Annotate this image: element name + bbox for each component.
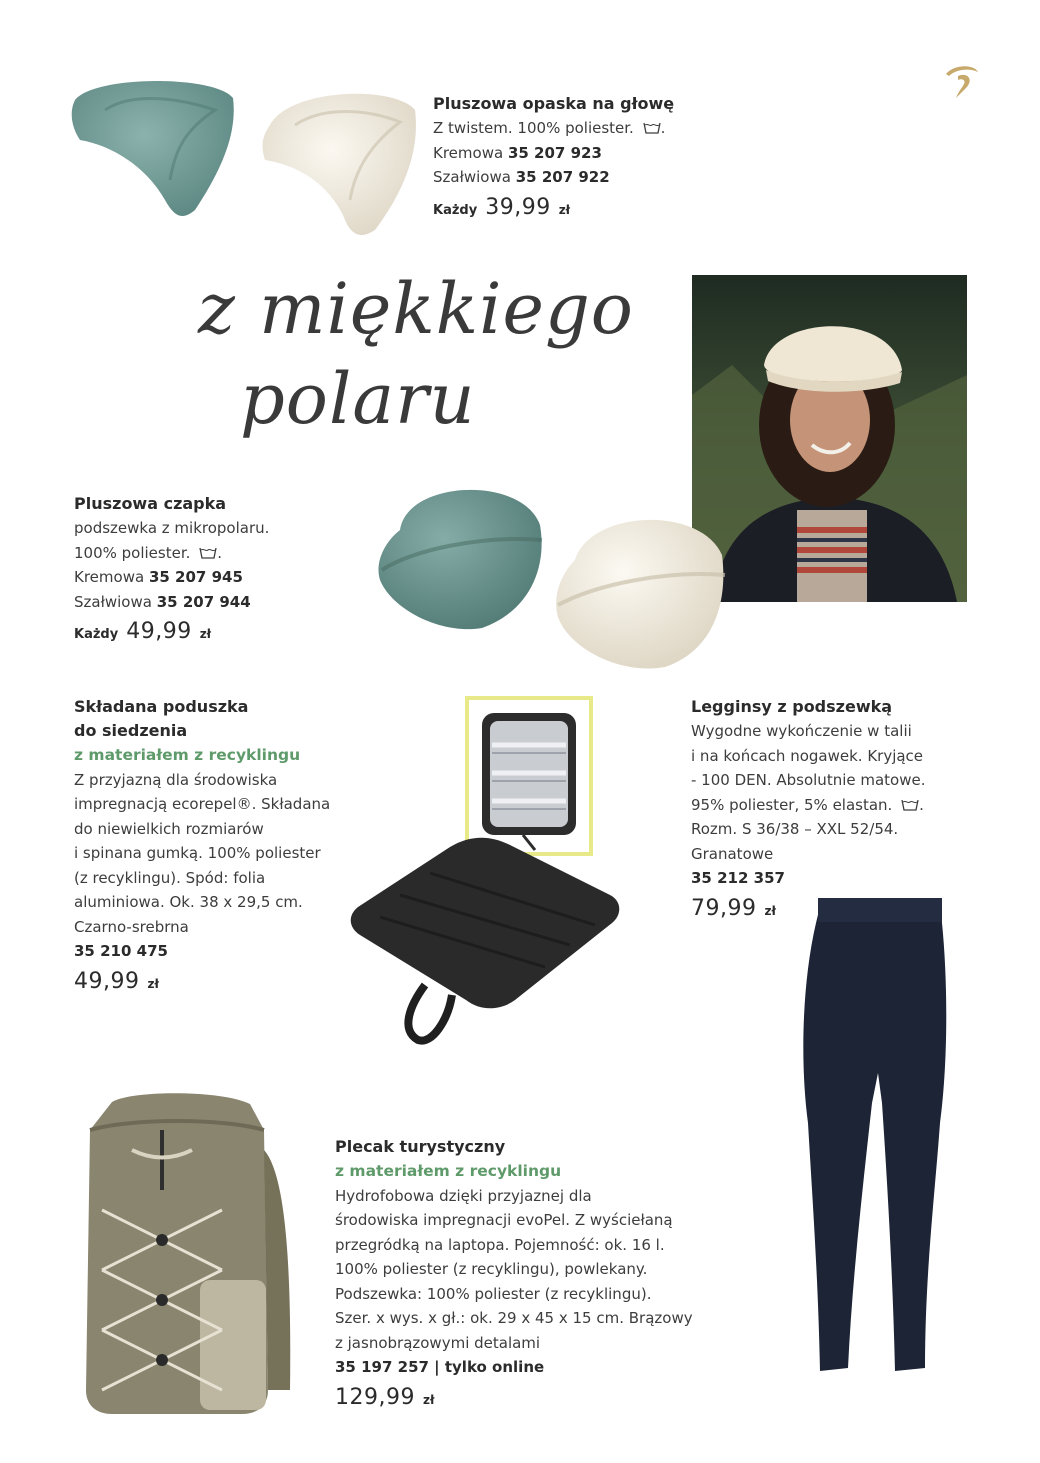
hat-desc-2: 100% poliester. . <box>74 543 222 562</box>
cushion-eco-label: z materiałem z recyklingu <box>74 746 301 764</box>
hat-price: Każdy 49,99 zł <box>74 619 212 644</box>
leggings-desc-4: 95% poliester, 5% elastan. . <box>691 795 924 814</box>
hat-info <box>74 492 269 648</box>
tchibo-logo-icon <box>940 58 984 102</box>
headband-title: Pluszowa opaska na głowę <box>433 94 675 113</box>
cushion-desc-1: Z przyjazną dla środowiska <box>74 770 278 789</box>
model-photo <box>692 275 967 602</box>
cushion-info <box>74 695 330 996</box>
cushion-desc-6: aluminiowa. Ok. 38 x 29,5 cm. <box>74 893 303 911</box>
leggings-image <box>790 893 960 1383</box>
cushion-desc-2: impregnacją ecorepel®. Składana <box>74 795 331 813</box>
leggings-code: 35 212 357 <box>691 869 785 887</box>
backpack-info <box>335 1135 693 1412</box>
hat-variant-sage: Szałwiowa 35 207 944 <box>74 592 251 611</box>
headline-line1: z miękkiego <box>198 268 634 350</box>
hat-title: Pluszowa czapka <box>74 494 227 513</box>
backpack-title: Plecak turystyczny <box>335 1137 506 1156</box>
cushion-price: 49,99 zł <box>74 968 159 994</box>
headband-variant-cream: Kremowa 35 207 923 <box>433 143 602 162</box>
backpack-eco-label: z materiałem z recyklingu <box>335 1162 562 1180</box>
headband-sage-image <box>65 70 245 230</box>
wash-30-icon <box>199 546 217 560</box>
hat-sage-image <box>372 470 552 635</box>
backpack-image <box>72 1090 302 1420</box>
cushion-desc-7: Czarno-srebrna <box>74 917 189 936</box>
cushion-title-1: Składana poduszka <box>74 697 249 716</box>
cushion-desc-3: do niewielkich rozmiarów <box>74 819 264 838</box>
leggings-desc-1: Wygodne wykończenie w talii <box>691 722 912 740</box>
hat-cream-image <box>550 505 730 675</box>
leggings-desc-5: Rozm. S 36/38 – XXL 52/54. <box>691 820 899 838</box>
backpack-desc-4: 100% poliester (z recyklingu), powlekany. <box>335 1260 648 1278</box>
cushion-code: 35 210 475 <box>74 942 168 960</box>
hat-variant-cream: Kremowa 35 207 945 <box>74 568 243 586</box>
hat-desc-1: podszewka z mikropolaru. <box>74 519 270 537</box>
backpack-desc-7: z jasnobrązowymi detalami <box>335 1333 541 1352</box>
seat-cushion-image <box>340 695 640 1055</box>
backpack-code: 35 197 257 | tylko online <box>335 1358 545 1376</box>
wash-30-icon <box>643 121 661 135</box>
headband-cream-image <box>255 80 425 245</box>
headband-desc: Z twistem. 100% poliester. . <box>433 119 666 137</box>
wash-30-icon <box>901 798 919 812</box>
leggings-info <box>691 695 926 923</box>
leggings-title: Legginsy z podszewką <box>691 697 893 716</box>
backpack-desc-5: Podszewka: 100% poliester (z recyklingu). <box>335 1284 652 1303</box>
backpack-desc-3: przegródką na laptopa. Pojemność: ok. 16 l. <box>335 1235 665 1254</box>
leggings-desc-6: Granatowe <box>691 844 774 863</box>
headband-price: Każdy 39,99 zł <box>433 194 571 220</box>
leggings-desc-2: i na końcach nogawek. Kryjące <box>691 746 924 765</box>
backpack-desc-6: Szer. x wys. x gł.: ok. 29 x 45 x 15 cm. Brązowy <box>335 1309 693 1327</box>
headband-variant-sage: Szałwiowa 35 207 922 <box>433 168 610 186</box>
leggings-desc-3: - 100 DEN. Absolutnie matowe. <box>691 771 926 789</box>
cushion-desc-4: i spinana gumką. 100% poliester <box>74 844 321 862</box>
backpack-desc-2: środowiska impregnacji evoPel. Z wyściełaną <box>335 1211 673 1229</box>
cushion-title-2: do siedzenia <box>74 721 188 740</box>
cushion-desc-5: (z recyklingu). Spód: folia <box>74 868 266 887</box>
headline-line2: polaru <box>240 358 476 440</box>
backpack-price: 129,99 zł <box>335 1384 435 1410</box>
leggings-price: 79,99 zł <box>691 895 776 921</box>
backpack-desc-1: Hydrofobowa dzięki przyjaznej dla <box>335 1186 592 1205</box>
headband-info <box>433 92 674 223</box>
